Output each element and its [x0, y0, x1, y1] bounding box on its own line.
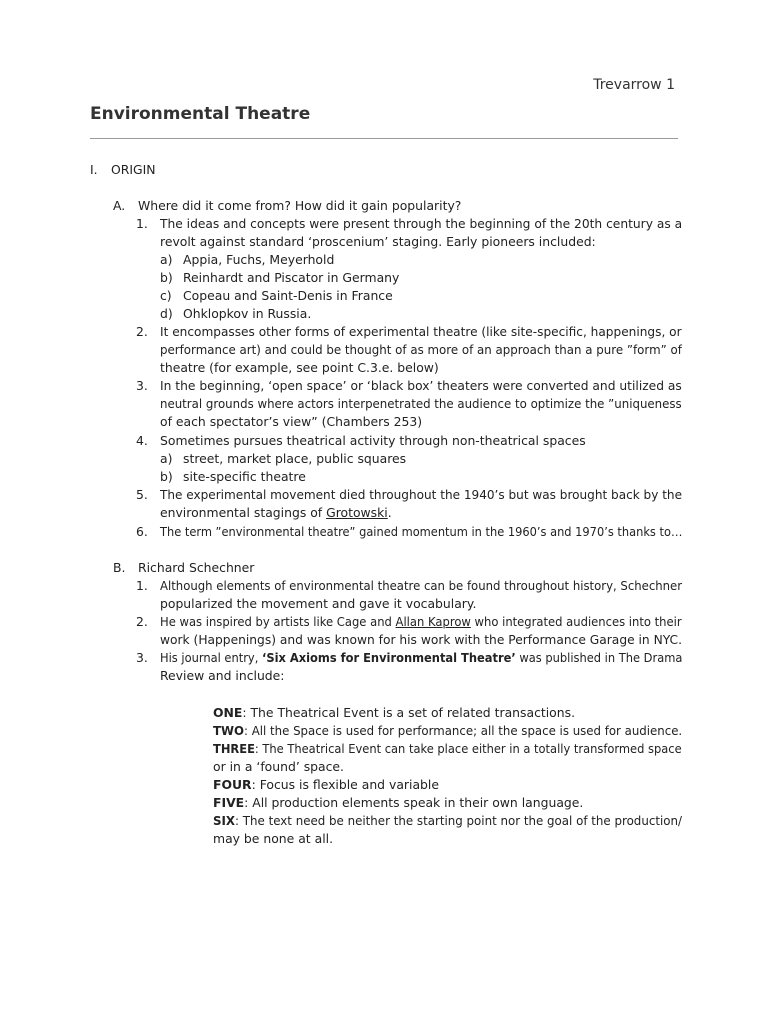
text-run: was published in The Drama: [515, 650, 683, 665]
section-heading: ORIGIN: [111, 162, 156, 177]
list-number: 6.: [136, 524, 148, 539]
text-run: His journal entry,: [160, 650, 262, 665]
document-title: Environmental Theatre: [90, 104, 311, 124]
sublist-text: Copeau and Saint-Denis in France: [183, 288, 393, 303]
axiom-six-continued: may be none at all.: [213, 831, 334, 846]
list-number: 5.: [136, 487, 148, 502]
running-head: Trevarrow 1: [593, 77, 675, 93]
list-item-text: neutral grounds where actors interpenetrated the audience to optimize the ”uniqueness: [160, 396, 682, 411]
list-number: 1.: [136, 578, 148, 593]
allan-kaprow-link[interactable]: Allan Kaprow: [395, 614, 471, 629]
sublist-text: Reinhardt and Piscator in Germany: [183, 270, 400, 285]
list-item-text: The ideas and concepts were present through the beginning of the 20th century as a: [160, 216, 683, 231]
axiom-five: [213, 794, 583, 812]
subsection-heading: Where did it come from? How did it gain popularity?: [138, 198, 462, 213]
axiom-one: [213, 704, 575, 722]
axiom-key: FOUR: [213, 777, 252, 792]
axiom-key: ONE: [213, 705, 243, 720]
list-number: 4.: [136, 433, 148, 448]
title-divider: [90, 138, 678, 139]
axiom-six: [213, 812, 682, 830]
subsection-heading: Richard Schechner: [138, 560, 255, 575]
list-number: 2.: [136, 324, 148, 339]
sublist-text: street, market place, public squares: [183, 451, 407, 466]
list-item-text: theatre (for example, see point C.3.e. below): [160, 360, 439, 375]
list-item-text: [160, 613, 682, 631]
list-item-text: Although elements of environmental theatre can be found throughout history, Schechner: [160, 578, 683, 593]
list-number: 1.: [136, 216, 148, 231]
list-item-text: [160, 649, 682, 667]
subsection-label: B.: [113, 560, 126, 575]
sublist-label: c): [160, 288, 172, 303]
journal-title: ‘Six Axioms for Environmental Theatre’: [261, 650, 516, 665]
axiom-key: THREE: [213, 741, 255, 756]
axiom-text: : The Theatrical Event can take place either in a totally transformed space: [254, 741, 682, 756]
list-number: 2.: [136, 614, 148, 629]
sublist-label: d): [160, 306, 173, 321]
list-item-text: [160, 504, 392, 522]
list-item-text: In the beginning, ‘open space’ or ‘black box’ theaters were converted and utilized as: [160, 378, 682, 393]
axiom-key: FIVE: [213, 795, 245, 810]
list-item-text: The experimental movement died throughout the 1940’s but was brought back by the: [160, 487, 682, 502]
list-item-text: It encompasses other forms of experimental theatre (like site-specific, happenings, or: [160, 324, 682, 339]
text-run: environmental stagings of: [160, 505, 327, 520]
list-item-text: of each spectator’s view” (Chambers 253): [160, 414, 423, 429]
sublist-label: a): [160, 252, 173, 267]
sublist-text: Ohklopkov in Russia.: [183, 306, 312, 321]
section-number: I.: [90, 162, 98, 177]
list-item-text: The term ”environmental theatre” gained momentum in the 1960’s and 1970’s thanks to…: [160, 524, 683, 539]
list-item-text: revolt against standard ‘proscenium’ staging. Early pioneers included:: [160, 234, 596, 249]
list-number: 3.: [136, 378, 148, 393]
subsection-label: A.: [113, 198, 126, 213]
sublist-text: site-specific theatre: [183, 469, 306, 484]
sublist-label: a): [160, 451, 173, 466]
axiom-two: [213, 722, 682, 740]
list-item-text: popularized the movement and gave it vocabulary.: [160, 596, 477, 611]
sublist-text: Appia, Fuchs, Meyerhold: [183, 252, 335, 267]
axiom-text: : All the Space is used for performance; all the space is used for audience.: [244, 723, 683, 738]
axiom-key: TWO: [213, 723, 245, 738]
axiom-text: : All production elements speak in their own language.: [244, 795, 584, 810]
axiom-text: : The text need be neither the starting point nor the goal of the production/: [235, 813, 682, 828]
axiom-three-continued: or in a ‘found’ space.: [213, 759, 344, 774]
list-item-text: work (Happenings) and was known for his work with the Performance Garage in NYC.: [160, 632, 683, 647]
axiom-three: [213, 740, 682, 758]
list-item-text: Review and include:: [160, 668, 285, 683]
axiom-text: : Focus is flexible and variable: [251, 777, 439, 792]
text-run: .: [387, 505, 392, 520]
grotowski-link[interactable]: Grotowski: [326, 505, 388, 520]
list-item-text: performance art) and could be thought of as more of an approach than a pure ”form” of: [160, 342, 682, 357]
axiom-four: [213, 776, 439, 794]
list-item-text: Sometimes pursues theatrical activity through non-theatrical spaces: [160, 433, 586, 448]
list-number: 3.: [136, 650, 148, 665]
sublist-label: b): [160, 469, 173, 484]
text-run: who integrated audiences into their: [470, 614, 682, 629]
text-run: He was inspired by artists like Cage and: [160, 614, 396, 629]
axiom-key: SIX: [213, 813, 236, 828]
sublist-label: b): [160, 270, 173, 285]
axiom-text: : The Theatrical Event is a set of related transactions.: [242, 705, 576, 720]
